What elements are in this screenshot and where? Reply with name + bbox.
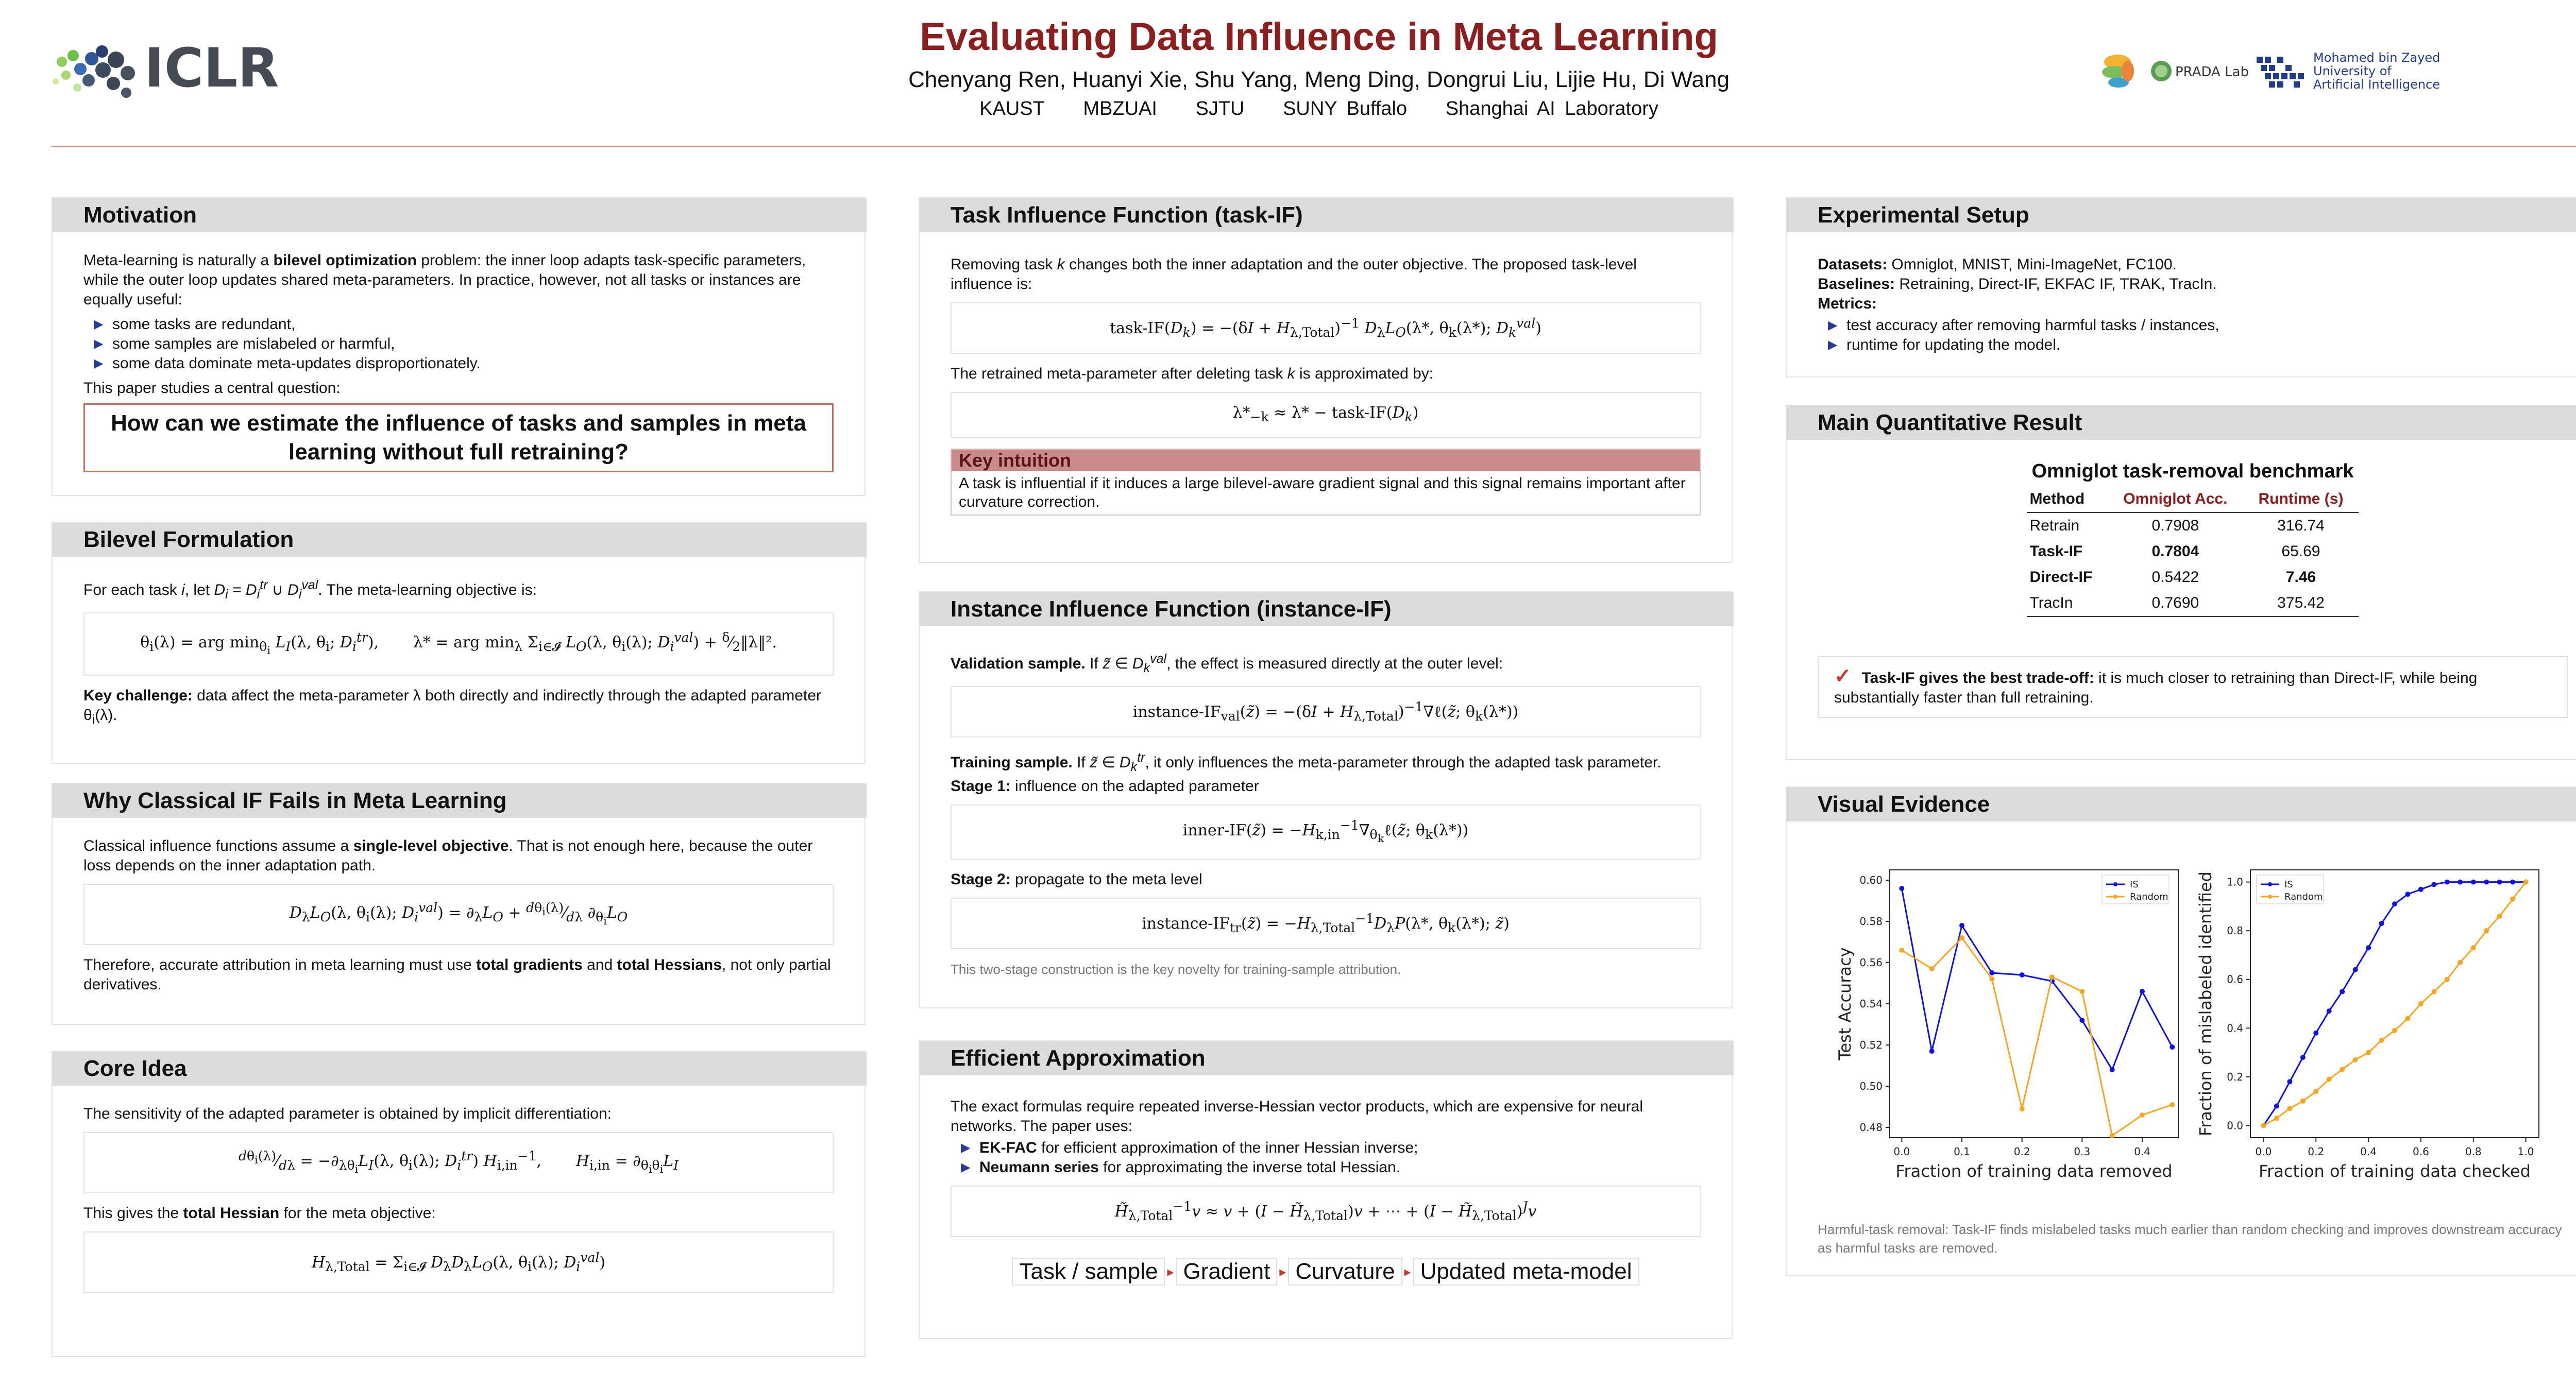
text: . The meta-learning objective is: — [318, 581, 537, 598]
paragraph — [83, 251, 834, 310]
x-tick-label: 0.0 — [2255, 1145, 2272, 1158]
experimental-setup-panel — [1786, 197, 2576, 378]
text: Removing task — [951, 256, 1057, 273]
flow-step: Task / sample — [1012, 1258, 1165, 1286]
table-cell: 0.7908 — [2151, 517, 2199, 534]
legend-label: IS — [2130, 879, 2139, 890]
bold-text: Key challenge: — [83, 687, 193, 704]
mbzuai-name-line: University of — [2313, 64, 2392, 78]
data-point — [2510, 880, 2515, 885]
table-row — [2027, 590, 2359, 616]
data-point — [2327, 1008, 2332, 1014]
data-point — [1929, 1049, 1935, 1054]
bold-text: Baselines: — [1818, 276, 1895, 293]
kaust-logo — [2102, 55, 2134, 88]
panel-heading: Core Idea — [53, 1052, 867, 1086]
paragraph: For each task i, let $D_i = D_i^{tr}$ ∪ $D_i^{val}$. The meta-learning objective is: — [83, 578, 537, 602]
panel-body — [83, 836, 834, 1000]
x-tick-label: 0.1 — [1954, 1145, 1970, 1158]
data-point — [2523, 880, 2529, 885]
paragraph — [83, 836, 834, 876]
poster-header — [0, 0, 2576, 147]
paragraph: The sensitivity of the adapted parameter is obtained by implicit differentiation: — [83, 1105, 612, 1122]
panel-body — [951, 649, 1701, 984]
data-point — [2340, 989, 2345, 994]
column-header: Method — [2027, 486, 2108, 512]
x-tick-label: 0.4 — [2360, 1145, 2377, 1158]
paragraph: Removing task k changes both the inner adaptation and the outer objective. The proposed task-level influence is: — [951, 256, 1637, 293]
data-point — [2431, 882, 2436, 887]
total-gradient-equation: $D_\lambda L_O(\lambda$, $\theta_i(\lambda)$; $D_i^{val}) = \partial_\lambda L_O$ + $^{d\theta_i(\lambda)}⁄_{d\lambda}$ $\partial_{\theta_i}L_O$ — [83, 884, 834, 945]
data-point — [2170, 1102, 2175, 1107]
arrow-right-icon: ▸ — [1167, 1264, 1174, 1279]
bold-text: Metrics: — [1818, 295, 1877, 312]
data-point — [1959, 935, 1964, 940]
data-point — [2140, 989, 2145, 994]
list-item: ▶ test accuracy after removing harmful tasks / instances, — [1818, 316, 2568, 335]
bold-text: Stage 2: — [951, 871, 1011, 888]
paragraph — [951, 777, 1701, 796]
data-point — [2510, 897, 2515, 902]
author-list: Chenyang Ren, Huanyi Xie, Shu Yang, Meng Ding, Dongrui Liu, Lijie Hu, Di Wang — [908, 67, 1730, 92]
efficient-approx-panel — [919, 1040, 1733, 1339]
list-item: ▶ some data dominate meta-updates disproportionately. — [83, 354, 834, 373]
data-point — [2313, 1089, 2318, 1094]
paragraph: This paper studies a central question: — [83, 380, 341, 397]
panel-heading: Efficient Approximation — [920, 1041, 1734, 1075]
paragraph — [951, 870, 1701, 889]
data-point — [2418, 887, 2424, 892]
legend-marker — [2113, 882, 2117, 886]
data-point — [2471, 945, 2476, 950]
y-tick-label: 0.4 — [2227, 1022, 2243, 1035]
table-cell: 0.7804 — [2151, 543, 2199, 560]
text: , it only influences the meta-parameter through the adapted task parameter. — [1145, 754, 1662, 771]
paragraph: The retrained meta-parameter after deleting task k is approximated by: — [951, 365, 1434, 382]
legend-label: IS — [2284, 879, 2293, 890]
text: (λ). — [95, 707, 117, 724]
affiliation: KAUST — [979, 98, 1045, 119]
text: , not only partial derivatives. — [83, 956, 831, 993]
panel-body — [951, 1097, 1701, 1286]
bold-text: total gradients — [476, 956, 583, 973]
x-axis-label: Fraction of training data checked — [2259, 1161, 2531, 1181]
list-item: ▶ some tasks are redundant, — [83, 315, 834, 334]
x-tick-label: 1.0 — [2517, 1145, 2534, 1158]
table-cell: 375.42 — [2243, 590, 2359, 616]
bold-text: Stage 1: — [951, 778, 1011, 795]
bold-text: Validation sample. — [951, 655, 1086, 672]
data-point — [2366, 1050, 2371, 1055]
data-point — [2445, 880, 2450, 885]
y-tick-label: 0.58 — [1859, 915, 1883, 928]
bilevel-panel — [52, 522, 866, 764]
task-if-panel — [919, 197, 1733, 563]
data-point — [2313, 1031, 2318, 1036]
column-header: Omniglot Acc. — [2108, 486, 2243, 512]
legend-label: Random — [2284, 892, 2323, 902]
partner-logos — [2092, 41, 2576, 98]
data-point — [2497, 880, 2502, 885]
table-cell: 65.69 — [2281, 543, 2320, 560]
text: for approximating the inverse total Hessian. — [1098, 1159, 1401, 1176]
text: is approximated by: — [1295, 365, 1434, 382]
list-item: ▶ some samples are mislabeled or harmful, — [83, 334, 834, 354]
data-point — [2431, 989, 2436, 994]
data-point — [2353, 1057, 2358, 1063]
panel-body — [951, 255, 1701, 516]
data-point — [2353, 967, 2358, 972]
data-point — [2379, 921, 2384, 926]
text: data affect the meta-parameter λ both directly and indirectly through the adapted parameter θ — [83, 687, 821, 724]
data-point — [1989, 970, 1994, 975]
key-intuition-heading: Key intuition — [952, 450, 1700, 471]
data-point — [2405, 1016, 2410, 1021]
panel-body — [83, 575, 834, 734]
text: Therefore, accurate attribution in meta learning must use — [83, 956, 477, 973]
flow-step: Updated meta-model — [1413, 1258, 1639, 1286]
data-point — [1959, 923, 1964, 928]
text: propagate to the meta level — [1010, 871, 1202, 888]
setup-line — [1818, 275, 2568, 294]
paragraph — [83, 1204, 834, 1223]
data-point — [2079, 1018, 2084, 1023]
neumann-series-equation: $H̃_{\lambda,Total}^{-1}v \approx v + (I$ − $H̃_{\lambda,Total})v$ + ⋯ + $(I - H̃_{\lambda,Total})^Jv$ — [951, 1186, 1701, 1237]
bold-text: single-level objective — [353, 837, 509, 854]
text: for efficient approximation of the inner Hessian inverse; — [1037, 1139, 1418, 1156]
text: problem: the inner loop adapts task-specific parameters, while the outer loop updates shared meta-parameters. In practice, however, not all tasks or instances are equally useful: — [83, 252, 806, 308]
affiliation: MBZUAI — [1083, 98, 1157, 119]
data-point — [1899, 948, 1904, 953]
bold-text: Datasets: — [1818, 256, 1888, 273]
table-row — [2027, 564, 2359, 590]
text: influence on the adapted parameter — [1010, 778, 1259, 795]
x-tick-label: 0.4 — [2134, 1145, 2150, 1158]
data-point — [2327, 1077, 2332, 1082]
x-tick-label: 0.6 — [2413, 1145, 2429, 1158]
y-tick-label: 0.6 — [2227, 973, 2243, 986]
mbzuai-name-line: Mohamed bin Zayed — [2313, 50, 2441, 65]
bullet-list — [951, 1138, 1701, 1177]
bold-text: total Hessian — [183, 1205, 280, 1222]
setup-line — [1818, 294, 2568, 314]
central-question: How can we estimate the influence of tasks and samples in meta learning without full retraining? — [83, 403, 834, 472]
list-item: ▶ runtime for updating the model. — [1818, 335, 2568, 355]
text: Meta-learning is naturally a — [83, 252, 274, 269]
x-axis-label: Fraction of training data removed — [1895, 1161, 2173, 1181]
panel-heading: Instance Influence Function (instance-IF) — [920, 592, 1734, 626]
visual-evidence-panel — [1786, 786, 2576, 1276]
checkmark-icon: ✓ — [1834, 665, 1852, 688]
setup-line — [1818, 255, 2568, 275]
pipeline-flow — [951, 1258, 1701, 1286]
data-point — [2340, 1067, 2345, 1072]
mbzuai-name-line: Artificial Intelligence — [2313, 77, 2440, 92]
data-point — [1929, 966, 1935, 971]
prada-lab-label: PRADA Lab — [2175, 64, 2249, 80]
data-point — [2405, 892, 2410, 897]
text: This gives the — [83, 1205, 183, 1222]
inner-if-equation: inner-IF(z̃) = $-H_{k,in}^{-1}\nabla_{\theta_k}\ell(z̃$; $\theta_k(\lambda*)$) — [951, 804, 1701, 860]
mislabeled-chart — [2189, 860, 2549, 1189]
table-cell: Retrain — [2029, 517, 2080, 534]
classical-if-panel — [52, 783, 866, 1025]
text: Omniglot, MNIST, Mini-ImageNet, FC100. — [1887, 256, 2177, 273]
paragraph: Training sample. If z̃ ∈ $D_k^{tr}$, it only influences the meta-parameter through the adapted task parameter. — [951, 750, 1662, 774]
x-tick-label: 0.8 — [2465, 1145, 2482, 1158]
legend-marker — [2113, 895, 2117, 899]
panel-body — [1818, 255, 2568, 360]
y-tick-label: 0.0 — [2227, 1119, 2243, 1132]
data-point — [2471, 880, 2476, 885]
table-cell: 0.5422 — [2151, 569, 2199, 586]
flow-step: Gradient — [1176, 1258, 1278, 1286]
legend-marker — [2268, 895, 2272, 899]
x-tick-label: 0.3 — [2074, 1145, 2091, 1158]
table-cell: 7.46 — [2285, 569, 2316, 586]
series-line — [2263, 882, 2526, 1126]
key-intuition-box — [951, 449, 1701, 516]
text: and — [582, 956, 617, 973]
data-point — [2110, 1067, 2115, 1072]
motivation-panel — [52, 197, 866, 496]
bold-text: Training sample. — [951, 754, 1073, 771]
poster-title: Evaluating Data Influence in Meta Learning — [920, 15, 1718, 59]
data-point — [2020, 972, 2025, 978]
key-intuition-text: A task is influential if it induces a large bilevel-aware gradient signal and this signal remains important after curvature correction. — [959, 475, 1686, 510]
y-axis-label: Fraction of mislabeled identified — [2196, 871, 2215, 1136]
plot-frame — [1890, 870, 2178, 1138]
table-header-row — [2027, 486, 2359, 512]
table-cell: TracIn — [2027, 590, 2108, 616]
data-point — [2020, 1106, 2025, 1111]
y-tick-label: 0.54 — [1859, 998, 1883, 1010]
mbzuai-logo — [2257, 50, 2440, 92]
figure-caption: Harmful-task removal: Task-IF finds mislabeled tasks much earlier than random checking and improves downstream accuracy as harmful tasks are removed. — [1818, 1222, 2562, 1256]
panel-heading: Visual Evidence — [1787, 787, 2576, 821]
affiliation: Shanghai AI Laboratory — [1445, 98, 1658, 119]
y-tick-label: 0.48 — [1859, 1121, 1883, 1134]
data-point — [2392, 1028, 2397, 1033]
y-axis-label: Test Accuracy — [1835, 947, 1855, 1060]
bold-text: Task-IF gives the best trade-off: — [1861, 670, 2094, 687]
data-point — [2484, 928, 2489, 933]
table-cell: Direct-IF — [2029, 569, 2093, 586]
instance-if-val-equation: instance-$IF_{val}(z̃) = -(\delta I$ + $H_{\lambda,Total})^{-1}\nabla\ell(z̃$; $\theta_k(\lambda*)$) — [951, 686, 1701, 738]
header-divider — [52, 146, 2576, 147]
data-point — [2300, 1055, 2306, 1060]
arrow-right-icon: ▸ — [1404, 1264, 1411, 1279]
panel-body — [83, 251, 834, 472]
panel-heading: Motivation — [53, 198, 867, 232]
panel-heading: Bilevel Formulation — [53, 523, 867, 557]
data-point — [2140, 1112, 2145, 1118]
data-point — [2079, 989, 2084, 994]
data-point — [1899, 886, 1904, 891]
data-point — [2274, 1104, 2279, 1109]
implicit-differentiation-equation: $^{d\theta_i(\lambda)}⁄_{d\lambda} = -\partial_{\lambda\theta_i}L_I(\lambda$, $\theta_i(\lambda)$; $D_i^{tr}$) $H_{i,in}^{-1}$, $H_{i,in} = \partial_{\theta_i\theta_i}L_I$ — [83, 1132, 834, 1193]
panel-body — [1818, 457, 2568, 718]
data-point — [2445, 977, 2450, 982]
panel-heading: Why Classical IF Fails in Meta Learning — [53, 784, 867, 818]
series-line — [2263, 882, 2526, 1126]
table-title: Omniglot task-removal benchmark — [2031, 460, 2354, 482]
data-point — [2458, 880, 2463, 885]
legend-marker — [2268, 882, 2272, 886]
data-point — [2049, 974, 2055, 980]
main-result-panel — [1786, 405, 2576, 760]
affiliation: SJTU — [1195, 98, 1245, 119]
text: for the meta objective: — [279, 1205, 436, 1222]
list-item — [951, 1158, 1701, 1177]
data-point — [2287, 1106, 2292, 1111]
bullet-list — [83, 315, 834, 373]
table-row — [2027, 539, 2359, 564]
affiliation: SUNY Buffalo — [1283, 98, 1408, 119]
x-tick-label: 0.0 — [1893, 1145, 1910, 1158]
data-point — [1989, 976, 1994, 982]
data-point — [2379, 1038, 2384, 1043]
data-point — [2418, 1001, 2424, 1006]
bilevel-objective-equation: $\theta_i(\lambda)$ = arg $\min_{\theta_i} L_I(\lambda$, $\theta_i$; $D_i^{tr}$), λ* = arg $\min_\lambda \Sigma_{i\in 𝓘}$ $L_O(\lambda$, $\theta_i(\lambda)$; $D_i^{val}$) + $^\delta⁄_2‖\lambda‖^2$. — [83, 612, 834, 676]
data-point — [2484, 880, 2489, 885]
retrained-parameter-equation: $\lambda*_{-k} \approx \lambda*$ − task-$IF(D_k)$ — [951, 392, 1701, 438]
panel-heading: Main Quantitative Result — [1787, 406, 2576, 440]
total-hessian-equation: $H_{\lambda,Total} = \Sigma_{i\in 𝓘}$ $D_\lambda D_\lambda L_O(\lambda$, $\theta_i(\lambda)$; $D_i^{val}$) — [83, 1231, 834, 1293]
data-point — [2261, 1123, 2266, 1128]
bold-text: total Hessians — [617, 956, 722, 973]
y-tick-label: 0.60 — [1859, 874, 1883, 886]
text: The retrained meta-parameter after deleting task — [951, 365, 1287, 382]
prada-lab-logo — [2151, 61, 2249, 81]
data-point — [2274, 1116, 2279, 1121]
panel-heading: Experimental Setup — [1787, 198, 2576, 232]
arrow-right-icon: ▸ — [1279, 1264, 1286, 1279]
data-point — [2110, 1133, 2115, 1138]
text: Retraining, Direct-IF, EKFAC IF, TRAK, TracIn. — [1895, 276, 2217, 293]
data-point — [2366, 945, 2371, 950]
table-cell: Task-IF — [2029, 543, 2083, 560]
result-callout — [1818, 656, 2568, 718]
table-cell: 0.7690 — [2108, 590, 2243, 616]
data-point — [2392, 901, 2397, 906]
x-tick-label: 0.2 — [2013, 1145, 2030, 1158]
y-tick-label: 0.56 — [1859, 956, 1883, 969]
affiliation-list — [0, 98, 2576, 120]
text: For each task — [83, 581, 182, 598]
results-table — [2027, 486, 2359, 617]
bullet-list — [1818, 316, 2568, 355]
table-cell: 316.74 — [2277, 517, 2325, 534]
y-tick-label: 0.8 — [2227, 924, 2243, 937]
y-tick-label: 0.2 — [2227, 1070, 2243, 1083]
y-tick-label: 0.52 — [1859, 1039, 1883, 1051]
bold-text: Neumann series — [979, 1159, 1099, 1176]
core-idea-panel — [52, 1051, 866, 1357]
instance-if-train-equation: instance-$IF_{tr}(z̃) = -H_{\lambda,Total}^{-1}D_\lambda P(\lambda*$, $\theta_k(\lambda*)$; z̃) — [951, 898, 1701, 949]
paragraph: The exact formulas require repeated inverse-Hessian vector products, which are expensive for neural networks. The paper uses: — [951, 1098, 1643, 1135]
plot-frame — [2250, 870, 2539, 1138]
paragraph: Validation sample. If z̃ ∈ $D_k^{val}$, the effect is measured directly at the outer level: — [951, 652, 1503, 675]
column-header: Runtime (s) — [2243, 486, 2359, 512]
panel-heading: Task Influence Function (task-IF) — [920, 198, 1734, 232]
novelty-note: This two-stage construction is the key novelty for training-sample attribution. — [951, 962, 1401, 977]
data-point — [2458, 960, 2463, 965]
paragraph — [83, 955, 834, 995]
data-point — [2287, 1079, 2292, 1084]
series-line — [1902, 938, 2172, 1136]
y-tick-label: 0.50 — [1859, 1080, 1883, 1092]
panel-body — [83, 1104, 834, 1304]
flow-step: Curvature — [1288, 1258, 1402, 1286]
text: Classical influence functions assume a — [83, 837, 353, 854]
data-point — [2300, 1099, 2306, 1104]
x-tick-label: 0.2 — [2308, 1145, 2325, 1158]
text: it is much closer to retraining than Direct-IF, while being substantially faster than full retraining. — [1834, 670, 2478, 706]
bold-text: EK-FAC — [979, 1139, 1037, 1156]
accuracy-chart — [1828, 860, 2189, 1189]
legend-label: Random — [2130, 892, 2168, 902]
task-if-equation: task-$IF(D_k) = -(\delta I + H_{\lambda,Total})^{-1}$ $D_\lambda L_O(\lambda*$, $\theta_k(\lambda*)$; $D_k^{val}$) — [951, 302, 1701, 354]
data-point — [2170, 1044, 2175, 1050]
paragraph: Key challenge: data affect the meta-parameter λ both directly and indirectly through the adapted parameter $\theta_i(\lambda)$. — [83, 687, 821, 727]
text: , let — [184, 581, 214, 598]
y-tick-label: 1.0 — [2227, 876, 2243, 888]
bold-text: bilevel optimization — [273, 252, 417, 269]
list-item — [951, 1138, 1701, 1158]
instance-if-panel — [919, 591, 1733, 1008]
iclr-logo-text: ICLR — [144, 37, 279, 99]
data-point — [2497, 914, 2502, 919]
text: . That is not enough here, because the outer loss depends on the inner adaptation path. — [83, 837, 813, 874]
text: , the effect is measured directly at the outer level: — [1166, 655, 1503, 672]
text: changes both the inner adaptation and the outer objective. The proposed task-level influence is: — [951, 256, 1637, 293]
table-row — [2027, 512, 2359, 539]
